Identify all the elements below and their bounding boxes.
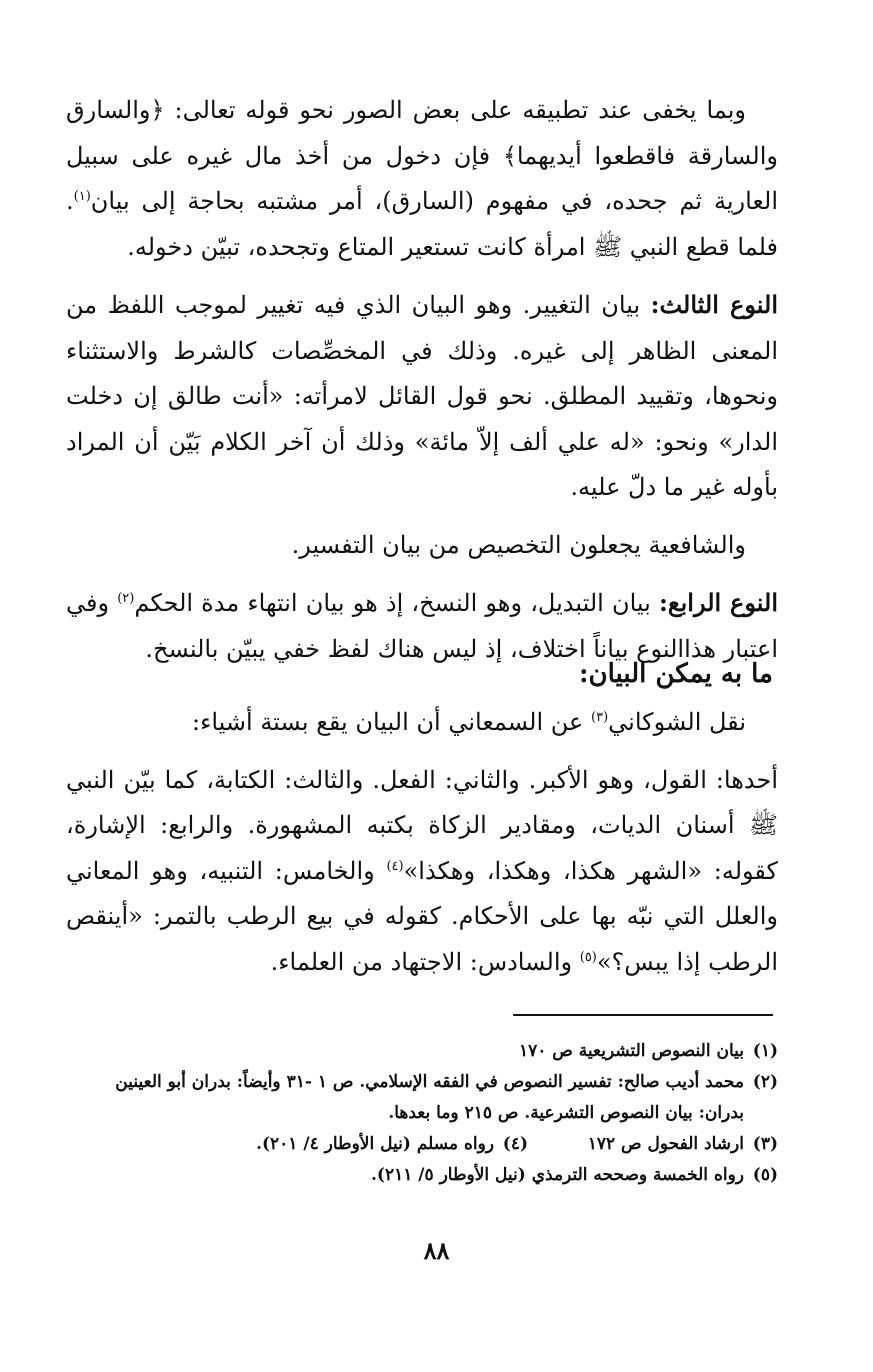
shawkani-text: نقل الشوكاني <box>608 708 746 736</box>
shafiiya-text: والشافعية يجعلون التخصيص من بيان التفسير. <box>291 530 746 559</box>
fourth-type-end: وفي اعتبار هذاالنوع بياناً اختلاف، إذ ليس هناك لفظ خفي يبيّن بالنسخ. <box>66 589 778 663</box>
paragraph-shafiiya <box>66 523 778 569</box>
footnote-ref-3[interactable]: (٣) <box>591 710 609 725</box>
footnote-3 <box>528 1129 778 1160</box>
main-text <box>66 88 778 672</box>
footnote-4-text: رواه مسلم (نيل الأوطار ٤/ ٢٠١). <box>256 1134 494 1154</box>
footnote-4 <box>256 1129 528 1160</box>
footnote-2 <box>66 1067 778 1129</box>
footnote-ref-2[interactable]: (٢) <box>117 591 135 606</box>
footnote-divider <box>513 1014 773 1016</box>
footnote-1-text: بيان النصوص التشريعية ص ١٧٠ <box>518 1041 744 1061</box>
shawkani-end: عن السمعاني أن البيان يقع بستة أشياء: <box>191 708 592 736</box>
paragraph-sariq-end: . فلما قطع النبي ﷺ امرأة كانت تستعير المتاع وتجحده، تبيّن دخوله. <box>66 187 778 261</box>
footnote-3-4-row <box>66 1129 778 1160</box>
footnote-1 <box>66 1036 778 1067</box>
footnote-2-text: محمد أديب صالح: تفسير النصوص في الفقه الإسلامي. ص ١ -٣١ وأيضاً: بدران أبو العينين بدران: بيان النصوص التشرعية. ص ٢١٥ وما بعدها. <box>115 1072 744 1123</box>
paragraph-six-things <box>66 758 778 986</box>
third-type-heading: النوع الثالث: <box>650 290 778 319</box>
footnote-5-number: (٥) <box>752 1165 778 1185</box>
six-things-text: أحدها: القول، وهو الأكبر. والثاني: الفعل. والثالث: الكتابة، كما بيّن النبي ﷺ أسنان الديات، ومقادير الزكاة بكتبه المشهورة. والرابع: الإشارة، كقوله: «الشهر هكذا، وهكذا، وهكذا» <box>66 765 778 885</box>
footnote-ref-5[interactable]: (٥) <box>579 949 597 965</box>
footnote-1-number: (١) <box>752 1041 778 1061</box>
footnote-3-number: (٣) <box>752 1134 778 1154</box>
six-things-end: والسادس: الاجتهاد من العلماء. <box>270 947 580 976</box>
third-type-text: بيان التغيير. وهو البيان الذي فيه تغيير لموجب اللفظ من المعنى الظاهر إلى غيره. وذلك في المخصِّصات كالشرط والاستثناء ونحوها، وتقييد المطلق. نحو قول القائل لامرأته: «أنت طالق إن دخلت الدار» ونحو: «له علي ألف إلاّ مائة» وذلك أن آخر الكلام بَيّن أن المراد بأوله غير ما دلّ عليه. <box>66 291 779 501</box>
fourth-type-heading: النوع الرابع: <box>658 588 778 617</box>
footnote-4-number: (٤) <box>502 1134 528 1154</box>
footnote-5 <box>66 1160 778 1191</box>
section-heading: ما به يمكن البيان: <box>578 659 773 689</box>
section-text <box>66 700 778 985</box>
fourth-type-text: بيان التبديل، وهو النسخ، إذ هو بيان انتهاء مدة الحكم <box>134 589 659 617</box>
footnote-2-number: (٢) <box>752 1072 778 1092</box>
paragraph-sariq-text: وبما يخفى عند تطبيقه على بعض الصور نحو قوله تعالى: ﴿والسارق والسارقة فاقطعوا أيديهما﴾ فإن دخول من أخذ مال غيره على سبيل العارية ثم جحده، في مفهوم (السارق)، أمر مشتبه بحاجة إلى بيان <box>66 96 778 215</box>
six-things-mid: والخامس: التنبيه، وهو المعاني والعلل التي نبّه بها على الأحكام. كقوله في بيع الرطب بالتمر: «أينقص الرطب إذا يبس؟» <box>66 856 778 976</box>
paragraph-third-type <box>66 282 778 511</box>
footnote-ref-1[interactable]: (١) <box>73 189 91 204</box>
footnotes <box>66 1036 778 1191</box>
paragraph-sariq <box>66 88 778 270</box>
page-number: ٨٨ <box>423 1236 450 1265</box>
footnote-5-text: رواه الخمسة وصححه الترمذي (نيل الأوطار ٥/ ٢١١). <box>371 1165 744 1185</box>
paragraph-shawkani <box>66 700 778 746</box>
footnote-3-text: ارشاد الفحول ص ١٧٢ <box>587 1134 744 1154</box>
footnote-ref-4[interactable]: (٤) <box>386 858 404 874</box>
